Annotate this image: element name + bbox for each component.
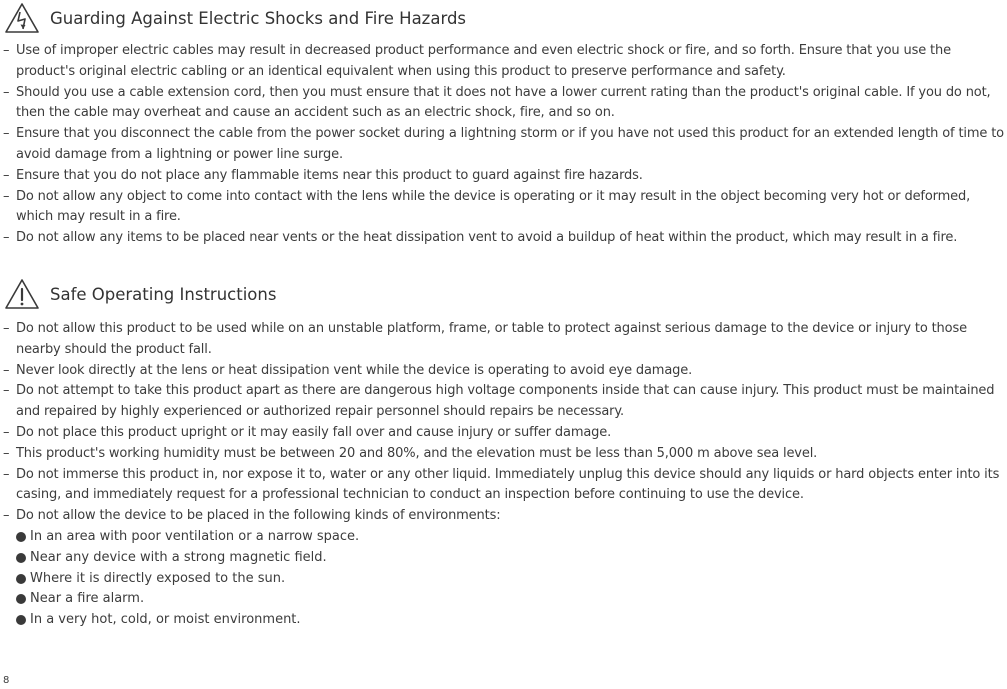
list-item: In an area with poor ventilation or a narrow space. bbox=[15, 527, 359, 548]
list-item: In a very hot, cold, or moist environment. bbox=[15, 610, 359, 631]
list-item: Near a fire alarm. bbox=[15, 589, 359, 610]
list-item: – Never look directly at the lens or heat dissipation vent while the device is operating to avoid eye damage. bbox=[3, 362, 693, 378]
bullet-icon bbox=[16, 532, 26, 542]
list-item: – Do not allow any object to come into contact with the lens while the device is operating or it may result in the object becoming very hot or deformed, which may result in a fire. bbox=[3, 188, 971, 225]
electric-hazard-icon bbox=[4, 2, 40, 34]
list-item: – Do not immerse this product in, nor expose it to, water or any other liquid. Immediately unplug this device should any liquids or hard objects enter into its casing, and immediately request for a professional technician to conduct an inspection before continuing to use the device. bbox=[3, 466, 1000, 503]
bullet-icon bbox=[16, 553, 26, 563]
page-number: 8 bbox=[3, 675, 10, 686]
electric-safety-list bbox=[3, 41, 1007, 249]
list-item: Where it is directly exposed to the sun. bbox=[15, 569, 359, 590]
list-item: – Do not place this product upright or it may easily fall over and cause injury or suffer damage. bbox=[3, 424, 612, 440]
section-title: Safe Operating Instructions bbox=[50, 284, 277, 304]
environment-list bbox=[15, 527, 359, 631]
list-item: – This product's working humidity must be between 20 and 80%, and the elevation must be less than 5,000 m above sea level. bbox=[3, 445, 818, 461]
list-item: – Do not allow any items to be placed near vents or the heat dissipation vent to avoid a buildup of heat within the product, which may result in a fire. bbox=[3, 230, 958, 246]
warning-icon bbox=[4, 278, 40, 310]
section-header-electric bbox=[4, 1, 466, 35]
list-item: – Do not allow this product to be used while on an unstable platform, frame, or table to protect against serious damage to the device or injury to those nearby should the product fall. bbox=[3, 321, 967, 357]
bullet-icon bbox=[16, 574, 26, 584]
safe-operating-list bbox=[3, 319, 1007, 527]
list-item: – Do not allow the device to be placed in the following kinds of environments: bbox=[3, 508, 501, 524]
list-item: – Use of improper electric cables may result in decreased product performance and even electric shock or fire, and so forth. Ensure that you use the product's original electric cabling or an identical equivalent when using this product to preserve performance and safety. bbox=[3, 43, 951, 79]
section-title: Guarding Against Electric Shocks and Fire Hazards bbox=[50, 8, 467, 28]
list-item: – Ensure that you do not place any flammable items near this product to guard against fire hazards. bbox=[3, 167, 643, 183]
list-item: Near any device with a strong magnetic field. bbox=[15, 548, 359, 569]
list-item: – Do not attempt to take this product apart as there are dangerous high voltage components inside that can cause injury. This product must be maintained and repaired by highly experienced or authorized repair personnel should repairs be necessary. bbox=[3, 383, 995, 420]
list-item: – Ensure that you disconnect the cable from the power socket during a lightning storm or if you have not used this product for an extended length of time to avoid damage from a lightning or power line surge. bbox=[3, 126, 1004, 162]
section-header-safe-operating bbox=[4, 277, 276, 311]
list-item: – Should you use a cable extension cord, then you must ensure that it does not have a lower current rating than the product's original cable. If you do not, then the cable may overheat and cause an accident such as an electric shock, fire, and so on. bbox=[3, 84, 991, 121]
bullet-icon bbox=[16, 594, 26, 604]
bullet-icon bbox=[16, 615, 26, 625]
